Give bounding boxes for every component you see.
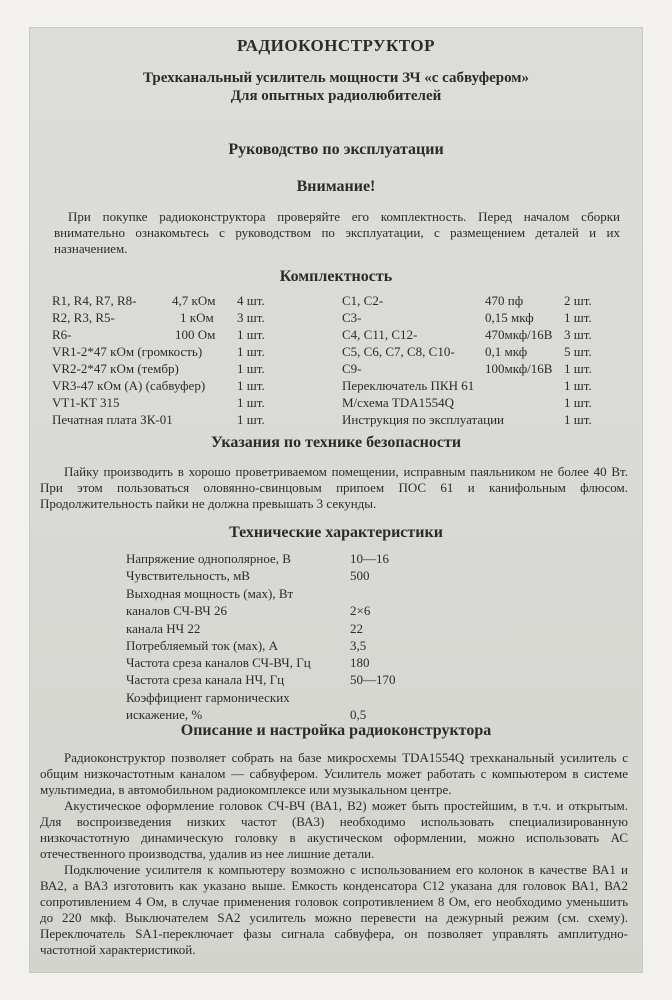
kit-item-qty: 1 шт.: [237, 412, 265, 427]
kit-item-value: 0,15 мкф: [485, 310, 534, 325]
kit-item-qty: 2 шт.: [564, 293, 592, 308]
tech-value: 3,5: [350, 638, 367, 653]
kit-item-value: 0,1 мкф: [485, 344, 528, 359]
tech-value: 2×6: [350, 603, 371, 618]
tech-value: 22: [350, 621, 363, 636]
tech-specs: [126, 550, 556, 720]
tech-heading: Технические характеристики: [229, 524, 443, 541]
kit-item-name: R2, R3, R5-: [52, 310, 115, 325]
kit-item-name: R1, R4, R7, R8-: [52, 293, 137, 308]
kit-item-qty: 1 шт.: [237, 344, 265, 359]
instruction-sheet: [30, 28, 642, 972]
tech-label: Частота среза каналов СЧ-ВЧ, Гц: [126, 655, 311, 670]
document-audience: Для опытных радиолюбителей: [230, 88, 442, 104]
kit-item-value: 100 Ом: [175, 327, 216, 342]
document-title: РАДИОКОНСТРУКТОР: [236, 36, 436, 55]
kit-item-name: C5, C6, C7, C8, C10-: [342, 344, 455, 359]
description-heading: Описание и настройка радиоконструктора: [180, 722, 492, 739]
tech-label: искажение, %: [126, 707, 203, 722]
kit-item-qty: 1 шт.: [564, 412, 592, 427]
tech-label: Потребляемый ток (мах), А: [126, 638, 279, 653]
safety-heading: Указания по технике безопасности: [210, 434, 462, 451]
kit-item-name: VR3-47 кОм (А) (сабвуфер): [52, 378, 206, 393]
tech-value: 500: [350, 568, 370, 583]
kit-item-qty: 1 шт.: [564, 378, 592, 393]
tech-value: 50—170: [350, 672, 396, 687]
kit-item-value: 4,7 кОм: [172, 293, 216, 308]
kit-item-name: Переключатель ПКН 61: [342, 378, 475, 393]
document-subtitle: Трехканальный усилитель мощности ЗЧ «с сабвуфером»: [142, 70, 530, 86]
kit-item-value: 1 кОм: [180, 310, 214, 325]
safety-text: Пайку производить в хорошо проветриваемом помещении, исправным паяльником не более 40 Вт. При этом пользоваться оловянно-свинцовым припоем ПОС 61 и канифольным флюсом. Продолжительность пайки не должна превышать 3 секунды.: [40, 464, 628, 511]
kit-item-name: R6-: [52, 327, 72, 342]
kit-item-qty: 1 шт.: [237, 361, 265, 376]
kit-item-qty: 1 шт.: [237, 327, 265, 342]
kit-item-name: C4, C11, C12-: [342, 327, 418, 342]
kit-item-qty: 1 шт.: [237, 395, 265, 410]
description-paragraph: Радиоконструктор позволяет собрать на базе микросхемы TDA1554Q трехканальный усилитель с общим низкочастотным каналом — сабвуфером. Усилитель может работать с компьютером в системе мультимедиа, в автомобильном радиокомплексе или музыкальном центре.: [40, 750, 628, 797]
kit-item-name: VT1-КТ 315: [52, 395, 120, 410]
kit-item-name: Инструкция по эксплуатации: [342, 412, 504, 427]
manual-heading: Руководство по эксплуатации: [228, 141, 444, 158]
tech-label: Частота среза канала НЧ, Гц: [126, 672, 285, 687]
tech-label: Выходная мощность (мах), Вт: [126, 586, 294, 601]
kit-item-name: VR2-2*47 кОм (тембр): [52, 361, 179, 376]
kit-item-qty: 1 шт.: [564, 310, 592, 325]
kit-item-name: М/схема TDA1554Q: [342, 395, 454, 410]
kit-item-value: 100мкф/16В: [485, 361, 553, 376]
tech-label: Напряжение однополярное, В: [126, 551, 291, 566]
kit-item-qty: 1 шт.: [237, 378, 265, 393]
tech-label: канала НЧ 22: [126, 621, 201, 636]
kit-item-value: 470мкф/16В: [485, 327, 553, 342]
tech-value: 10—16: [350, 551, 389, 566]
kit-item-qty: 3 шт.: [564, 327, 592, 342]
kit-item-qty: 5 шт.: [564, 344, 592, 359]
tech-value: 0,5: [350, 707, 367, 722]
kit-item-name: Печатная плата ЗК-01: [52, 412, 173, 427]
attention-heading: Внимание!: [296, 178, 376, 195]
tech-label: каналов СЧ-ВЧ 26: [126, 603, 227, 618]
tech-value: 180: [350, 655, 370, 670]
tech-label: Чувствительность, мВ: [126, 568, 250, 583]
kit-item-name: C9-: [342, 361, 362, 376]
kit-item-name: VR1-2*47 кОм (громкость): [52, 344, 203, 359]
kit-item-qty: 4 шт.: [237, 293, 265, 308]
kit-item-qty: 1 шт.: [564, 395, 592, 410]
kit-item-value: 470 пф: [485, 293, 524, 308]
description-paragraph: Подключение усилителя к компьютеру возможно с использованием его колонок в качестве ВА1 и ВА2, а ВА3 изготовить как указано выше. Емкость конденсатора С12 указана для головок ВА1, ВА2 сопротивлением 4 Ом, в случае применения головок сопротивлением 8 Ом, его необходимо уменьшить до 220 мкф. Выключателем SA2 усилитель можно перевести на дежурный режим (см. схему). Переключатель SA1-переключает фазы сигнала сабвуфера, он позволяет управлять амплитудно-частотной характеристикой.: [40, 862, 628, 957]
description-paragraph: Акустическое оформление головок СЧ-ВЧ (ВА1, В2) может быть простейшим, в т.ч. и открытым. Для воспроизведения низких частот (ВА3) необходимо использовать специализированную низкочастотную динамическую головку в акустическом оформлении, можно использовать АС отечественного производства, удалив из нее лишние детали.: [40, 798, 628, 861]
attention-text: При покупке радиоконструктора проверяйте его комплектность. Перед началом сборки внимательно ознакомьтесь с руководством по эксплуатации, с размещением деталей и их назначением.: [54, 209, 620, 256]
kit-item-qty: 1 шт.: [564, 361, 592, 376]
kit-item-name: C3-: [342, 310, 362, 325]
kit-item-name: C1, C2-: [342, 293, 384, 308]
tech-label: Коэффициент гармонических: [126, 690, 290, 705]
kit-item-qty: 3 шт.: [237, 310, 265, 325]
kit-heading: Комплектность: [279, 268, 393, 285]
